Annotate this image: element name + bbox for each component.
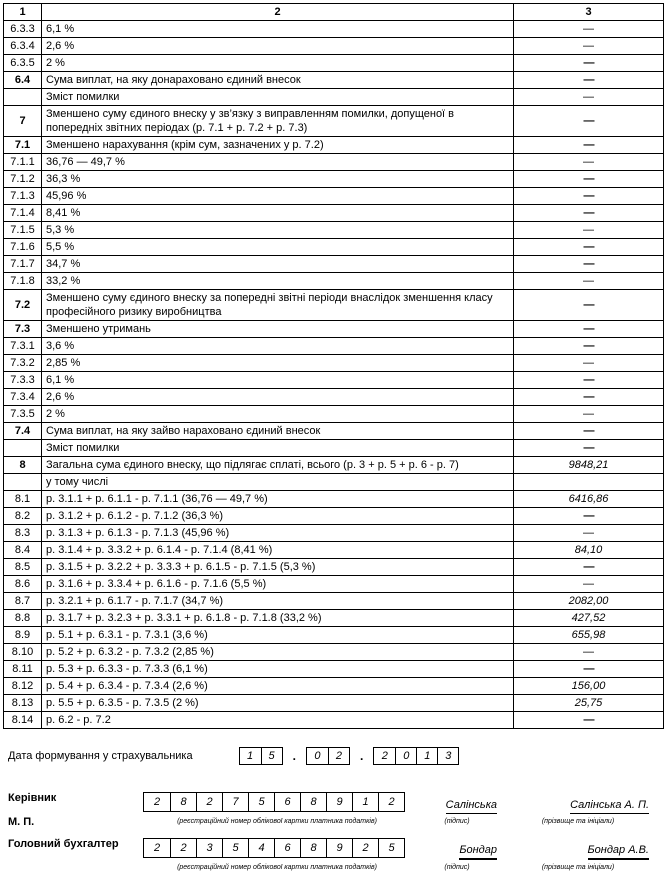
table-row	[4, 542, 664, 559]
row-value-cell: —	[514, 508, 664, 525]
row-description-cell: Сума виплат, на яку донараховано єдиний внесок	[42, 72, 514, 89]
date-digit-cell: 2	[381, 750, 388, 762]
row-number-cell: 6.4	[4, 72, 42, 89]
row-number-cell: 8.4	[4, 542, 42, 559]
table-row	[4, 525, 664, 542]
row-number-cell: 7.1.5	[4, 222, 42, 239]
row-number-cell: 8.2	[4, 508, 42, 525]
tax-number-digit-cell: 3	[196, 839, 222, 857]
table-row	[4, 171, 664, 188]
row-value-cell: —	[514, 256, 664, 273]
row-value-cell: —	[514, 290, 664, 321]
row-value-cell: 84,10	[514, 542, 664, 559]
row-description-cell: 34,7 %	[42, 256, 514, 273]
column-header-3: 3	[514, 4, 664, 21]
tax-number-digit-cell: 2	[153, 842, 161, 854]
row-value-cell: —	[514, 440, 664, 457]
date-digit-cell: 1	[416, 748, 437, 764]
table-row	[4, 576, 664, 593]
row-value-cell: —	[514, 273, 664, 290]
row-number-cell: 8	[4, 457, 42, 474]
date-digit-cell: 0	[314, 750, 321, 762]
table-row	[4, 89, 664, 106]
row-value-cell: —	[514, 406, 664, 423]
table-row	[4, 222, 664, 239]
table-row	[4, 239, 664, 256]
row-value-cell	[514, 474, 664, 491]
row-number-cell	[4, 440, 42, 457]
row-number-cell: 7.3.2	[4, 355, 42, 372]
row-description-cell: р. 3.1.5 + р. 3.2.2 + р. 3.3.3 + р. 6.1.5 - р. 7.1.5 (5,3 %)	[42, 559, 514, 576]
row-description-cell: 45,96 %	[42, 188, 514, 205]
row-value-cell: —	[514, 355, 664, 372]
table-row	[4, 355, 664, 372]
column-header-1: 1	[4, 4, 42, 21]
row-number-cell: 7.1.8	[4, 273, 42, 290]
row-description-cell: р. 5.1 + р. 6.3.1 - р. 7.3.1 (3,6 %)	[42, 627, 514, 644]
table-row	[4, 55, 664, 72]
row-value-cell: —	[514, 423, 664, 440]
row-number-cell	[4, 89, 42, 106]
row-value-cell: —	[514, 38, 664, 55]
row-number-cell: 8.14	[4, 712, 42, 729]
tax-number-digit-cell: 5	[222, 839, 248, 857]
row-value-cell: —	[514, 644, 664, 661]
table-row	[4, 440, 664, 457]
fullname-caption: (прізвище та ініціали)	[541, 818, 615, 825]
row-description-cell: Зміст помилки	[42, 440, 514, 457]
reg-number-caption: (реєстраційний номер облікової картки платника податків)	[177, 818, 377, 825]
table-row	[4, 273, 664, 290]
table-row	[4, 695, 664, 712]
row-description-cell: 36,3 %	[42, 171, 514, 188]
row-number-cell: 8.10	[4, 644, 42, 661]
row-value-cell: 9848,21	[514, 457, 664, 474]
tax-number-digit-cell: 1	[352, 793, 378, 811]
table-row	[4, 661, 664, 678]
date-digit-cell: 0	[395, 748, 416, 764]
row-value-cell: —	[514, 661, 664, 678]
row-number-cell: 7.4	[4, 423, 42, 440]
row-description-cell: 36,76 — 49,7 %	[42, 154, 514, 171]
tax-number-digit-cell: 8	[170, 793, 196, 811]
row-description-cell: 2,6 %	[42, 389, 514, 406]
table-row	[4, 256, 664, 273]
signature-wrap	[411, 838, 503, 862]
table-row	[4, 712, 664, 729]
date-box-group	[239, 747, 283, 765]
date-label: Дата формування у страхувальника	[8, 750, 193, 762]
row-description-cell: р. 3.2.1 + р. 6.1.7 - р. 7.1.7 (34,7 %)	[42, 593, 514, 610]
table-row	[4, 389, 664, 406]
signature-value: Салінська	[446, 799, 497, 814]
row-value-cell: —	[514, 137, 664, 154]
row-value-cell: —	[514, 576, 664, 593]
signature-caption: (підпис)	[444, 818, 470, 825]
tax-number-digit-cell: 9	[326, 793, 352, 811]
row-number-cell: 8.9	[4, 627, 42, 644]
row-description-cell: 6,1 %	[42, 21, 514, 38]
row-value-cell: —	[514, 525, 664, 542]
fullname-value: Салінська А. П.	[570, 799, 649, 814]
signer-role-label: Головний бухгалтер	[8, 838, 119, 850]
row-value-cell: —	[514, 712, 664, 729]
table-row	[4, 372, 664, 389]
row-description-cell: р. 5.5 + р. 6.3.5 - р. 7.3.5 (2 %)	[42, 695, 514, 712]
tax-number-digit-cell: 5	[378, 839, 404, 857]
table-row	[4, 290, 664, 321]
table-row	[4, 423, 664, 440]
row-number-cell: 6.3.4	[4, 38, 42, 55]
row-description-cell: у тому числі	[42, 474, 514, 491]
tax-number-digit-cell: 5	[248, 793, 274, 811]
tax-number-digit-cell: 2	[153, 796, 161, 808]
row-value-cell: 427,52	[514, 610, 664, 627]
row-value-cell: —	[514, 389, 664, 406]
row-number-cell: 8.13	[4, 695, 42, 712]
row-value-cell: 25,75	[514, 695, 664, 712]
row-description-cell: 2 %	[42, 55, 514, 72]
table-row	[4, 38, 664, 55]
report-table	[3, 3, 664, 729]
row-number-cell: 7	[4, 106, 42, 137]
signature-caption: (підпис)	[444, 864, 470, 871]
table-row	[4, 627, 664, 644]
row-description-cell: р. 5.2 + р. 6.3.2 - р. 7.3.2 (2,85 %)	[42, 644, 514, 661]
row-value-cell: —	[514, 72, 664, 89]
date-digit-cell: 3	[437, 748, 458, 764]
table-row	[4, 188, 664, 205]
tax-number-grid	[143, 792, 405, 812]
row-value-cell: —	[514, 205, 664, 222]
row-value-cell: —	[514, 89, 664, 106]
table-row	[4, 72, 664, 89]
table-row	[4, 106, 664, 137]
table-row	[4, 610, 664, 627]
row-description-cell: Зменшено суму єдиного внеску у зв’язку з виправленням помилки, допущеної в попередніх звітних періодах (р. 7.1 + р. 7.2 + р. 7.3)	[42, 106, 514, 137]
tax-number-digit-cell: 7	[222, 793, 248, 811]
row-description-cell: р. 3.1.1 + р. 6.1.1 - р. 7.1.1 (36,76 — 49,7 %)	[42, 491, 514, 508]
row-description-cell: 2,85 %	[42, 355, 514, 372]
table-row	[4, 457, 664, 474]
row-value-cell: —	[514, 239, 664, 256]
row-number-cell: 7.2	[4, 290, 42, 321]
tax-number-digit-cell: 6	[274, 793, 300, 811]
tax-number-digit-cell: 6	[274, 839, 300, 857]
date-section	[8, 746, 665, 766]
row-number-cell: 7.1.4	[4, 205, 42, 222]
date-boxes	[239, 747, 460, 765]
row-value-cell: 6416,86	[514, 491, 664, 508]
table-row	[4, 205, 664, 222]
signer-role-label: Керівник	[8, 792, 57, 804]
tax-number-boxes	[143, 838, 405, 862]
table-row	[4, 338, 664, 355]
row-number-cell: 8.1	[4, 491, 42, 508]
row-number-cell: 8.12	[4, 678, 42, 695]
row-number-cell: 7.1	[4, 137, 42, 154]
signature-wrap	[411, 792, 503, 816]
row-value-cell: 2082,00	[514, 593, 664, 610]
table-row	[4, 491, 664, 508]
row-number-cell: 7.1.1	[4, 154, 42, 171]
row-value-cell: —	[514, 154, 664, 171]
row-value-cell: —	[514, 321, 664, 338]
row-number-cell: 8.7	[4, 593, 42, 610]
row-description-cell: 5,3 %	[42, 222, 514, 239]
row-number-cell: 8.6	[4, 576, 42, 593]
row-description-cell: р. 5.3 + р. 6.3.3 - р. 7.3.3 (6,1 %)	[42, 661, 514, 678]
row-description-cell: р. 3.1.6 + р. 3.3.4 + р. 6.1.6 - р. 7.1.6 (5,5 %)	[42, 576, 514, 593]
row-number-cell: 6.3.5	[4, 55, 42, 72]
row-description-cell: р. 3.1.2 + р. 6.1.2 - р. 7.1.2 (36,3 %)	[42, 508, 514, 525]
row-number-cell	[4, 474, 42, 491]
row-number-cell: 6.3.3	[4, 21, 42, 38]
row-description-cell: 33,2 %	[42, 273, 514, 290]
row-value-cell: —	[514, 188, 664, 205]
table-row	[4, 559, 664, 576]
row-number-cell: 7.3.3	[4, 372, 42, 389]
date-digit-cell: 2	[328, 748, 349, 764]
row-description-cell: Зменшено утримань	[42, 321, 514, 338]
row-description-cell: 3,6 %	[42, 338, 514, 355]
row-value-cell: 156,00	[514, 678, 664, 695]
fullname-caption: (прізвище та ініціали)	[541, 864, 615, 871]
reg-number-caption: (реєстраційний номер облікової картки платника податків)	[177, 864, 377, 871]
tax-number-grid	[143, 838, 405, 858]
table-row	[4, 406, 664, 423]
date-box-group	[373, 747, 459, 765]
row-description-cell: р. 3.1.7 + р. 3.2.3 + р. 3.3.1 + р. 6.1.8 - р. 7.1.8 (33,2 %)	[42, 610, 514, 627]
row-description-cell: Зменшено нарахування (крім сум, зазначених у р. 7.2)	[42, 137, 514, 154]
row-value-cell: —	[514, 21, 664, 38]
row-value-cell: —	[514, 106, 664, 137]
tax-number-digit-cell: 2	[352, 839, 378, 857]
tax-number-boxes	[143, 792, 405, 816]
row-description-cell: Сума виплат, на яку зайво нараховано єдиний внесок	[42, 423, 514, 440]
row-description-cell: 5,5 %	[42, 239, 514, 256]
table-row	[4, 154, 664, 171]
mp-label: М. П.	[8, 816, 35, 828]
tax-number-digit-cell: 2	[378, 793, 404, 811]
row-value-cell: —	[514, 559, 664, 576]
signature-section	[8, 792, 665, 879]
tax-number-digit-cell: 8	[300, 793, 326, 811]
row-number-cell: 7.1.6	[4, 239, 42, 256]
table-row	[4, 21, 664, 38]
table-row	[4, 593, 664, 610]
date-digit-cell: 1	[247, 750, 254, 762]
row-number-cell: 8.3	[4, 525, 42, 542]
row-value-cell: —	[514, 222, 664, 239]
table-header-row	[4, 4, 664, 21]
table-row	[4, 474, 664, 491]
row-number-cell: 7.3.1	[4, 338, 42, 355]
row-number-cell: 7.1.7	[4, 256, 42, 273]
tax-number-digit-cell: 9	[326, 839, 352, 857]
table-row	[4, 508, 664, 525]
tax-number-digit-cell: 2	[196, 793, 222, 811]
row-description-cell: р. 6.2 - р. 7.2	[42, 712, 514, 729]
date-separator: .	[292, 749, 296, 763]
row-number-cell: 8.11	[4, 661, 42, 678]
row-number-cell: 7.3.4	[4, 389, 42, 406]
row-description-cell: 8,41 %	[42, 205, 514, 222]
row-description-cell: р. 3.1.4 + р. 3.3.2 + р. 6.1.4 - р. 7.1.4 (8,41 %)	[42, 542, 514, 559]
report-table-body	[4, 21, 664, 729]
row-number-cell: 7.1.2	[4, 171, 42, 188]
date-digit-cell: 5	[261, 748, 282, 764]
row-description-cell: 2 %	[42, 406, 514, 423]
row-value-cell: —	[514, 338, 664, 355]
fullname-wrap	[503, 838, 653, 862]
row-description-cell: Загальна сума єдиного внеску, що підлягає сплаті, всього (р. 3 + р. 5 + р. 6 - р. 7)	[42, 457, 514, 474]
row-number-cell: 7.1.3	[4, 188, 42, 205]
tax-number-digit-cell: 4	[248, 839, 274, 857]
fullname-wrap	[503, 792, 653, 816]
fullname-value: Бондар А.В.	[588, 844, 650, 860]
row-description-cell: Зменшено суму єдиного внеску за попередні звітні періоди внаслідок зменшення класу професійного ризику виробництва	[42, 290, 514, 321]
column-header-2: 2	[42, 4, 514, 21]
row-number-cell: 7.3	[4, 321, 42, 338]
row-description-cell: р. 3.1.3 + р. 6.1.3 - р. 7.1.3 (45,96 %)	[42, 525, 514, 542]
signature-value: Бондар	[459, 844, 497, 860]
date-separator: .	[359, 749, 364, 763]
row-number-cell: 7.3.5	[4, 406, 42, 423]
row-description-cell: Зміст помилки	[42, 89, 514, 106]
table-row	[4, 644, 664, 661]
row-number-cell: 8.5	[4, 559, 42, 576]
row-value-cell: 655,98	[514, 627, 664, 644]
caption-spacer	[8, 862, 143, 879]
table-row	[4, 678, 664, 695]
row-description-cell: 2,6 %	[42, 38, 514, 55]
row-value-cell: —	[514, 372, 664, 389]
tax-number-digit-cell: 8	[300, 839, 326, 857]
row-value-cell: —	[514, 55, 664, 72]
row-description-cell: р. 5.4 + р. 6.3.4 - р. 7.3.4 (2,6 %)	[42, 678, 514, 695]
row-description-cell: 6,1 %	[42, 372, 514, 389]
date-box-group	[306, 747, 350, 765]
tax-number-digit-cell: 2	[170, 839, 196, 857]
table-row	[4, 137, 664, 154]
table-row	[4, 321, 664, 338]
row-number-cell: 8.8	[4, 610, 42, 627]
row-value-cell: —	[514, 171, 664, 188]
